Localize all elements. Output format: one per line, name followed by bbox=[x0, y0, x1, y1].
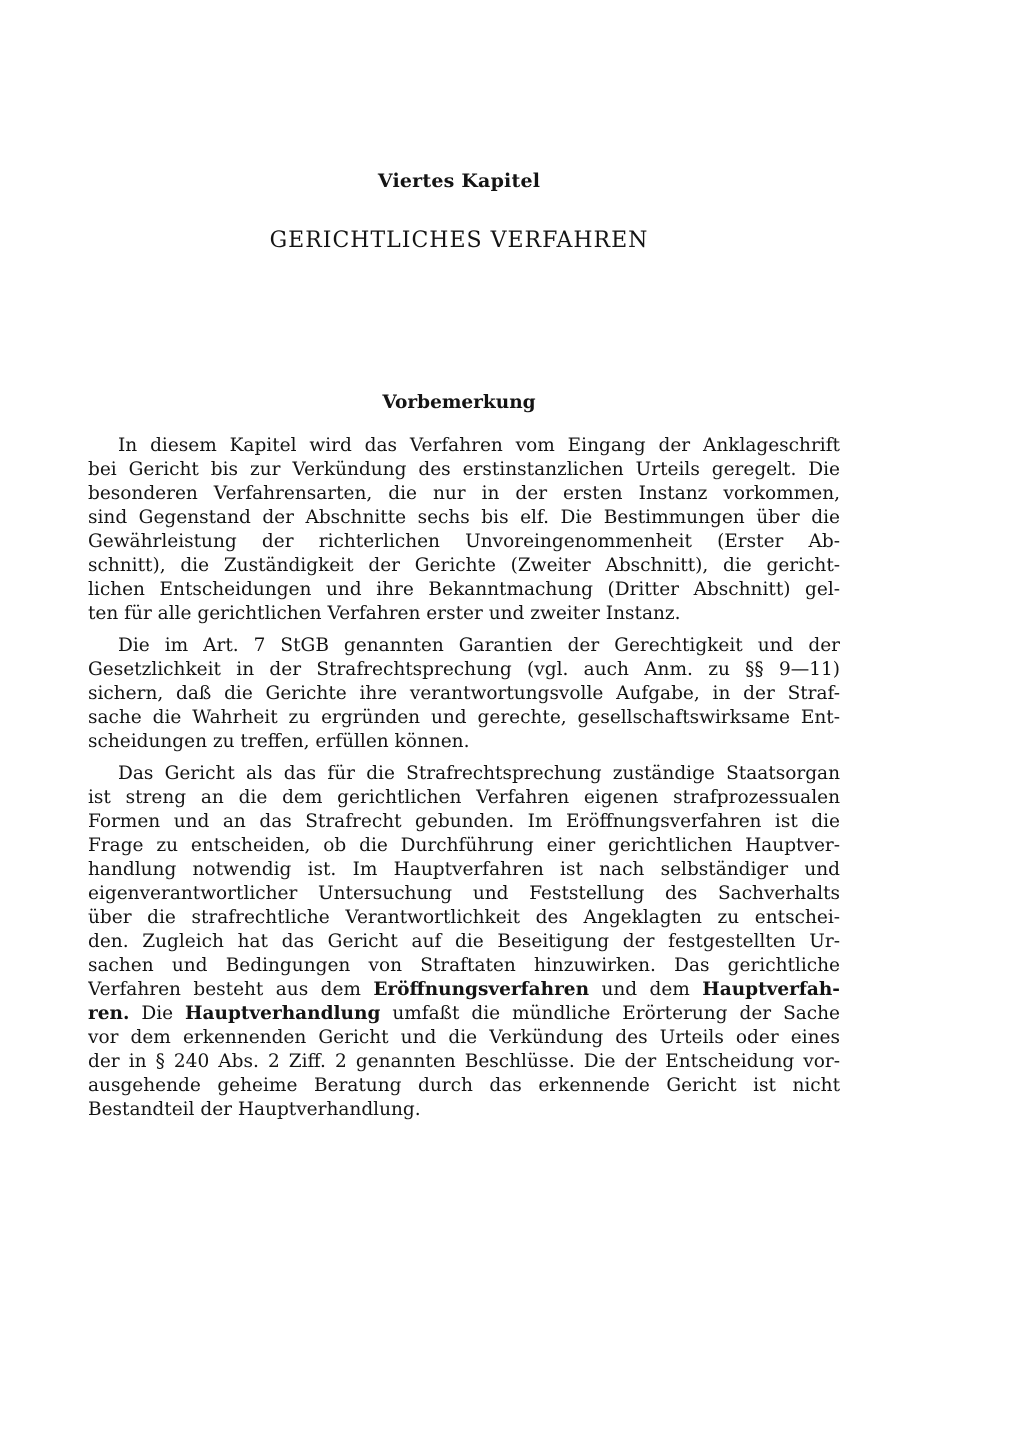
text-run: bei Gericht bis zur Verkündung des erstinstanzlichen Urteils geregelt. Die bbox=[88, 459, 840, 480]
text-run: Gewährleistung der richterlichen Unvoreingenommenheit (Erster Ab- bbox=[88, 531, 840, 552]
paragraph bbox=[88, 634, 840, 754]
text-line bbox=[88, 834, 840, 858]
text-line bbox=[88, 706, 840, 730]
text-line bbox=[88, 1050, 840, 1074]
section-title: Vorbemerkung bbox=[382, 392, 536, 413]
paragraph bbox=[88, 434, 840, 626]
text-line bbox=[88, 482, 840, 506]
text-line bbox=[88, 762, 840, 786]
text-run: Gesetzlichkeit in der Strafrechtsprechung (vgl. auch Anm. zu §§ 9—11) bbox=[88, 659, 840, 680]
text-run: scheidungen zu treffen, erfüllen können. bbox=[88, 731, 470, 752]
text-line bbox=[88, 1002, 840, 1026]
text-line bbox=[88, 882, 840, 906]
text-run: handlung notwendig ist. Im Hauptverfahren ist nach selbständiger und bbox=[88, 859, 840, 880]
text-line bbox=[88, 658, 840, 682]
text-run: sind Gegenstand der Abschnitte sechs bis elf. Die Bestimmungen über die bbox=[88, 507, 840, 528]
body-text bbox=[88, 434, 840, 1130]
text-run: über die strafrechtliche Verantwortlichkeit des Angeklagten zu entschei- bbox=[88, 907, 840, 928]
text-line bbox=[88, 1098, 840, 1122]
text-run: ausgehende geheime Beratung durch das erkennende Gericht ist nicht bbox=[88, 1075, 840, 1096]
text-run: Das Gericht als das für die Strafrechtsprechung zuständige Staatsorgan bbox=[118, 763, 840, 784]
text-line bbox=[88, 554, 840, 578]
text-run: schnitt), die Zuständigkeit der Gerichte (Zweiter Abschnitt), die gericht- bbox=[88, 555, 840, 576]
text-run: Verfahren besteht aus dem bbox=[88, 979, 374, 1000]
bold-term: Eröffnungsverfahren bbox=[373, 979, 590, 1000]
text-line bbox=[88, 1074, 840, 1098]
text-line bbox=[88, 578, 840, 602]
text-line bbox=[88, 954, 840, 978]
text-run: Bestandteil der Hauptverhandlung. bbox=[88, 1099, 421, 1120]
text-run: den. Zugleich hat das Gericht auf die Beseitigung der festgestellten Ur- bbox=[88, 931, 840, 952]
chapter-number: Viertes Kapitel bbox=[377, 170, 541, 192]
text-line bbox=[88, 434, 840, 458]
text-run: ten für alle gerichtlichen Verfahren erster und zweiter Instanz. bbox=[88, 603, 681, 624]
text-line bbox=[88, 1026, 840, 1050]
text-run: sachen und Bedingungen von Straftaten hinzuwirken. Das gerichtliche bbox=[88, 955, 840, 976]
bold-term: Hauptverhandlung bbox=[185, 1003, 381, 1024]
text-run: ist streng an die dem gerichtlichen Verfahren eigenen strafprozessualen bbox=[88, 787, 840, 808]
text-line bbox=[88, 506, 840, 530]
text-run: der in § 240 Abs. 2 Ziff. 2 genannten Beschlüsse. Die der Entscheidung vor- bbox=[88, 1051, 840, 1072]
paragraph bbox=[88, 762, 840, 1122]
text-line bbox=[88, 634, 840, 658]
text-line bbox=[88, 786, 840, 810]
text-run: lichen Entscheidungen und ihre Bekanntmachung (Dritter Abschnitt) gel- bbox=[88, 579, 840, 600]
text-line bbox=[88, 810, 840, 834]
text-line bbox=[88, 978, 840, 1002]
text-line bbox=[88, 530, 840, 554]
text-run: und dem bbox=[589, 979, 703, 1000]
text-run: Die im Art. 7 StGB genannten Garantien der Gerechtigkeit und der bbox=[118, 635, 840, 656]
text-line bbox=[88, 930, 840, 954]
text-line bbox=[88, 858, 840, 882]
text-run: vor dem erkennenden Gericht und die Verkündung des Urteils oder eines bbox=[88, 1027, 840, 1048]
bold-term: ren. bbox=[88, 1003, 130, 1024]
chapter-title: GERICHTLICHES VERFAHREN bbox=[269, 228, 649, 253]
text-run: sache die Wahrheit zu ergründen und gerechte, gesellschaftswirksame Ent- bbox=[88, 707, 840, 728]
text-run: sichern, daß die Gerichte ihre verantwortungsvolle Aufgabe, in der Straf- bbox=[88, 683, 840, 704]
text-line bbox=[88, 602, 840, 626]
text-line bbox=[88, 730, 840, 754]
text-run: In diesem Kapitel wird das Verfahren vom Eingang der Anklageschrift bbox=[118, 435, 840, 456]
text-run: besonderen Verfahrensarten, die nur in der ersten Instanz vorkommen, bbox=[88, 483, 840, 504]
text-line bbox=[88, 458, 840, 482]
text-run: eigenverantwortlicher Untersuchung und Feststellung des Sachverhalts bbox=[88, 883, 840, 904]
text-run: Die bbox=[129, 1003, 186, 1024]
bold-term: Hauptverfah- bbox=[702, 979, 840, 1000]
text-run: Frage zu entscheiden, ob die Durchführung einer gerichtlichen Hauptver- bbox=[88, 835, 840, 856]
text-run: Formen und an das Strafrecht gebunden. Im Eröffnungsverfahren ist die bbox=[88, 811, 840, 832]
text-line bbox=[88, 906, 840, 930]
text-line bbox=[88, 682, 840, 706]
text-run: umfaßt die mündliche Erörterung der Sache bbox=[380, 1003, 840, 1024]
